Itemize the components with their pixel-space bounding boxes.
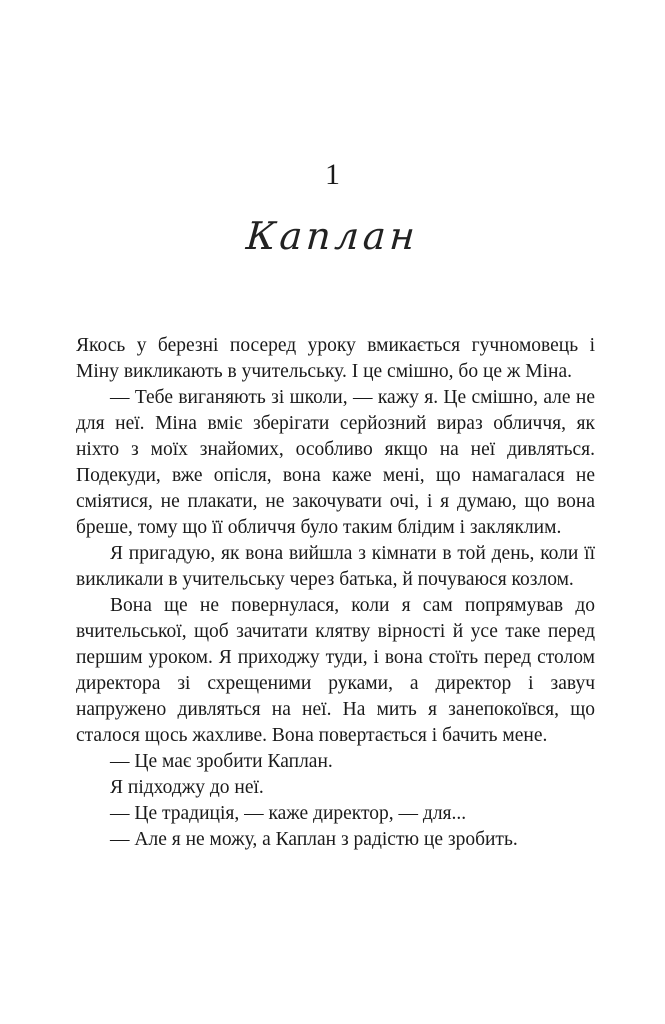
paragraph: — Це має зробити Каплан. <box>110 751 333 772</box>
paragraph: Якось у березні посеред уроку вмикається гучномовець і Міну викликають в учительську. І це смішно, бо це ж Міна. <box>76 335 595 382</box>
paragraph: Вона ще не повернулася, коли я сам попрямував до вчительської, щоб зачитати клятву вірності й усе таке перед першим уроком. Я приходжу туди, і вона стоїть перед столом директора зі схрещеними руками, а директор і завуч напружено дивляться на неї. На мить я занепокоївся, що сталося щось жахливе. Вона повертається і бачить мене. <box>76 595 595 746</box>
paragraph: Я пригадую, як вона вийшла з кімнати в той день, коли її викликали в учительську через батька, й почуваюся козлом. <box>76 543 595 590</box>
chapter-title: Каплан <box>244 214 421 258</box>
paragraph: — Але я не можу, а Каплан з радістю це зробить. <box>110 829 518 850</box>
paragraph: — Це традиція, — каже директор, — для... <box>110 803 467 824</box>
chapter-number: 1 <box>325 158 340 191</box>
paragraph: Я підходжу до неї. <box>110 777 264 798</box>
body-text <box>76 333 595 853</box>
paragraph: — Тебе виганяють зі школи, — кажу я. Це смішно, але не для неї. Міна вміє зберігати серйозний вираз обличчя, як ніхто з моїх знайомих, особливо якщо на неї дивляться. Подекуди, вже опісля, вона каже мені, що намагалася не сміятися, не плакати, не закочувати очі, і я думаю, що вона бреше, тому що її обличчя було таким блідим і закляклим. <box>76 387 595 538</box>
